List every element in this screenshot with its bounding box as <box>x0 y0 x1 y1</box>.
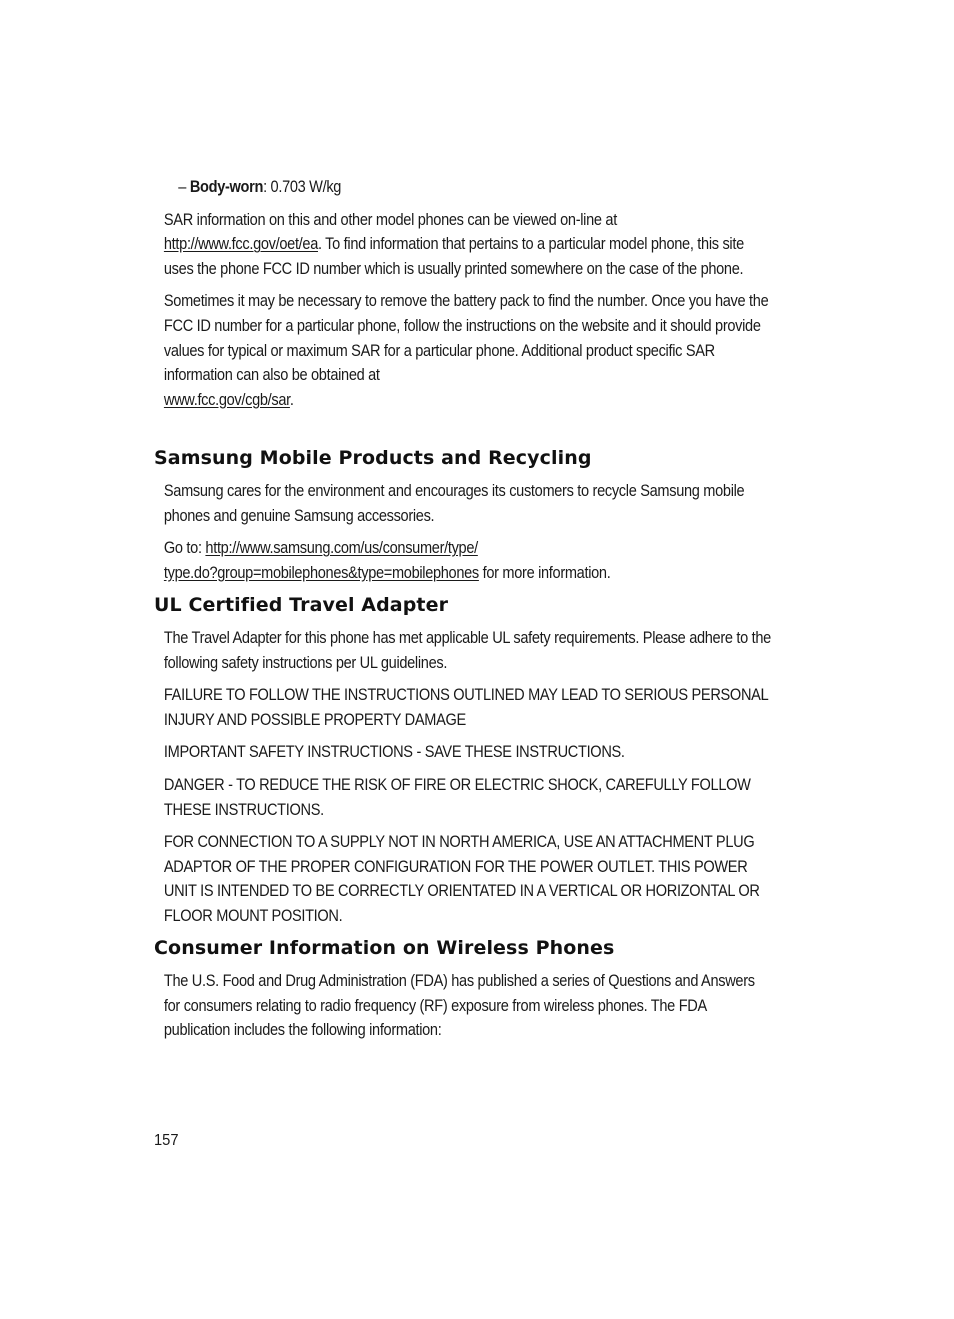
ul-paragraph-3: IMPORTANT SAFETY INSTRUCTIONS - SAVE THESE INSTRUCTIONS. <box>163 743 625 762</box>
page-number: 157 <box>154 1132 179 1149</box>
page-content <box>154 175 774 420</box>
sar-info-paragraph <box>164 208 772 282</box>
ul-paragraph-5: FOR CONNECTION TO A SUPPLY NOT IN NORTH AMERICA, USE AN ATTACHMENT PLUG ADAPTOR OF THE PROPER CONFIGURATION FOR THE POWER OUTLET. THIS POWER UNIT IS INTENDED TO BE CORRECTLY ORIENTATED IN A VERTICAL OR HORIZONTAL OR FLOOR MOUNT POSITION. <box>163 833 760 925</box>
recycling-goto-paragraph <box>164 536 772 585</box>
battery-paragraph <box>164 289 772 412</box>
recycling-heading: Samsung Mobile Products and Recycling <box>154 447 592 469</box>
samsung-recycle-link-line2[interactable]: type.do?group=mobilephones&type=mobilephones <box>163 563 479 582</box>
body-text-block <box>154 175 771 412</box>
body-worn-bullet <box>178 175 771 200</box>
consumer-info-block <box>154 969 771 1051</box>
sar-info-text1: SAR information on this and other model phones can be viewed on-line at <box>163 210 617 229</box>
bullet-dash: – <box>178 178 187 196</box>
goto-suffix: for more information. <box>478 563 611 582</box>
ul-adapter-heading: UL Certified Travel Adapter <box>154 594 449 616</box>
fcc-oet-link[interactable]: http://www.fcc.gov/oet/ea <box>163 235 318 254</box>
consumer-info-heading: Consumer Information on Wireless Phones <box>154 937 615 959</box>
ul-paragraph-2: FAILURE TO FOLLOW THE INSTRUCTIONS OUTLINED MAY LEAD TO SERIOUS PERSONAL INJURY AND POSSIBLE PROPERTY DAMAGE <box>163 686 768 729</box>
goto-prefix: Go to: <box>163 539 206 558</box>
ul-adapter-block <box>154 626 771 937</box>
recycling-block <box>154 479 771 593</box>
fcc-cgb-sar-link[interactable]: www.fcc.gov/cgb/sar <box>163 390 290 409</box>
sar-info-text2: . To find information that pertains to a particular model phone, this site uses the phone FCC ID number which is usually printed somewhere on the case of the phone. <box>163 235 744 278</box>
ul-paragraph-1: The Travel Adapter for this phone has met applicable UL safety requirements. Please adhere to the following safety instructions per UL guidelines. <box>163 629 771 672</box>
body-worn-label: Body-worn <box>189 178 264 196</box>
body-worn-value: : 0.703 W/kg <box>263 178 342 196</box>
battery-text1: Sometimes it may be necessary to remove the battery pack to find the number. Once you have the FCC ID number for a particular phone, follow the instructions on the website and it should provide values for typical or maximum SAR for a particular phone. Additional product specific SAR information can also be obtained at <box>163 292 769 385</box>
recycling-paragraph: Samsung cares for the environment and encourages its customers to recycle Samsung mobile phones and genuine Samsung accessories. <box>163 482 745 525</box>
samsung-recycle-link-line1[interactable]: http://www.samsung.com/us/consumer/type/ <box>205 539 478 558</box>
battery-text2: . <box>289 390 294 409</box>
consumer-info-paragraph: The U.S. Food and Drug Administration (FDA) has published a series of Questions and Answers for consumers relating to radio frequency (RF) exposure from wireless phones. The FDA publication includes the following information: <box>163 972 755 1040</box>
ul-paragraph-4: DANGER - TO REDUCE THE RISK OF FIRE OR ELECTRIC SHOCK, CAREFULLY FOLLOW THESE INSTRUCTIONS. <box>163 775 751 819</box>
